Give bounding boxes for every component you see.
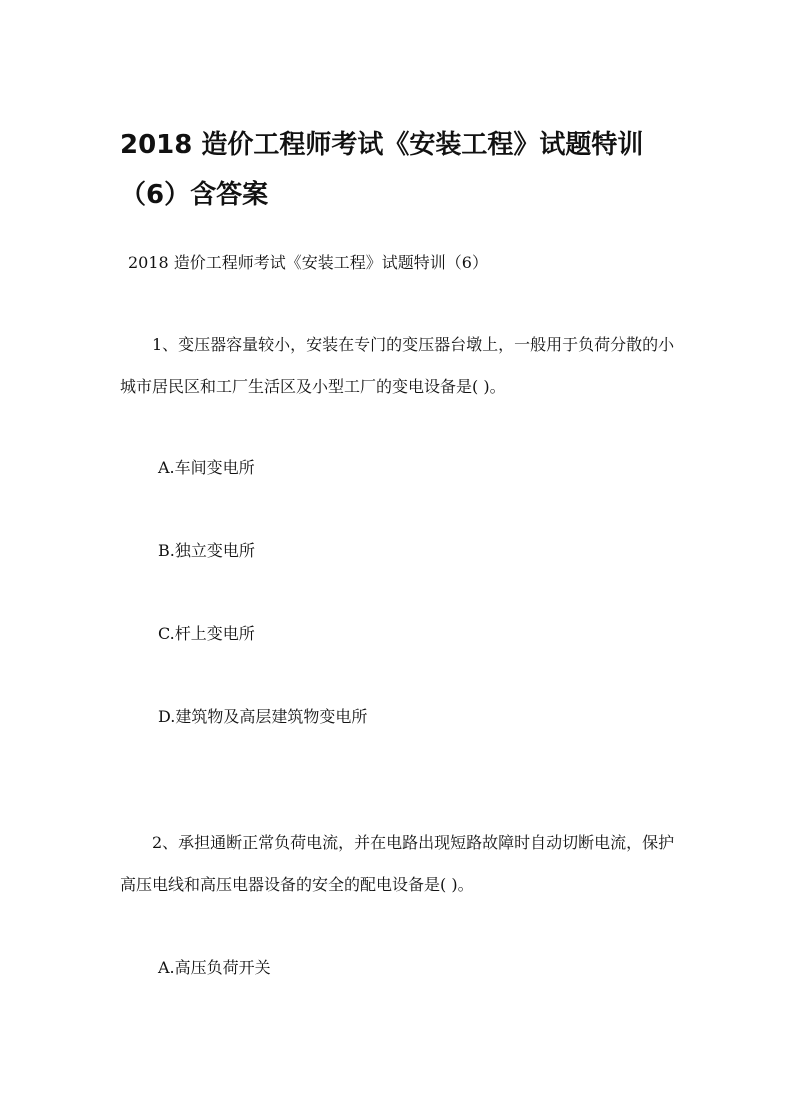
question-2-option-a: A.高压负荷开关 [158, 958, 271, 977]
question-1-option-d: D.建筑物及高层建筑物变电所 [158, 707, 368, 726]
document-subtitle: 2018 造价工程师考试《安装工程》试题特训（6） [128, 253, 488, 272]
question-2-text: 2、承担通断正常负荷电流，并在电路出现短路故障时自动切断电流，保护高压电线和高压电器设备的安全的配电设备是( )。 [120, 833, 675, 894]
question-1-option-c: C.杆上变电所 [158, 624, 255, 643]
document-title: 2018 造价工程师考试《安装工程》试题特训（6）含答案 [120, 130, 644, 210]
question-1-option-b: B.独立变电所 [158, 541, 255, 560]
question-1-text: 1、变压器容量较小，安装在专门的变压器台墩上，一般用于负荷分散的小城市居民区和工厂生活区及小型工厂的变电设备是( )。 [120, 335, 675, 396]
question-1-option-a: A.车间变电所 [158, 458, 255, 477]
